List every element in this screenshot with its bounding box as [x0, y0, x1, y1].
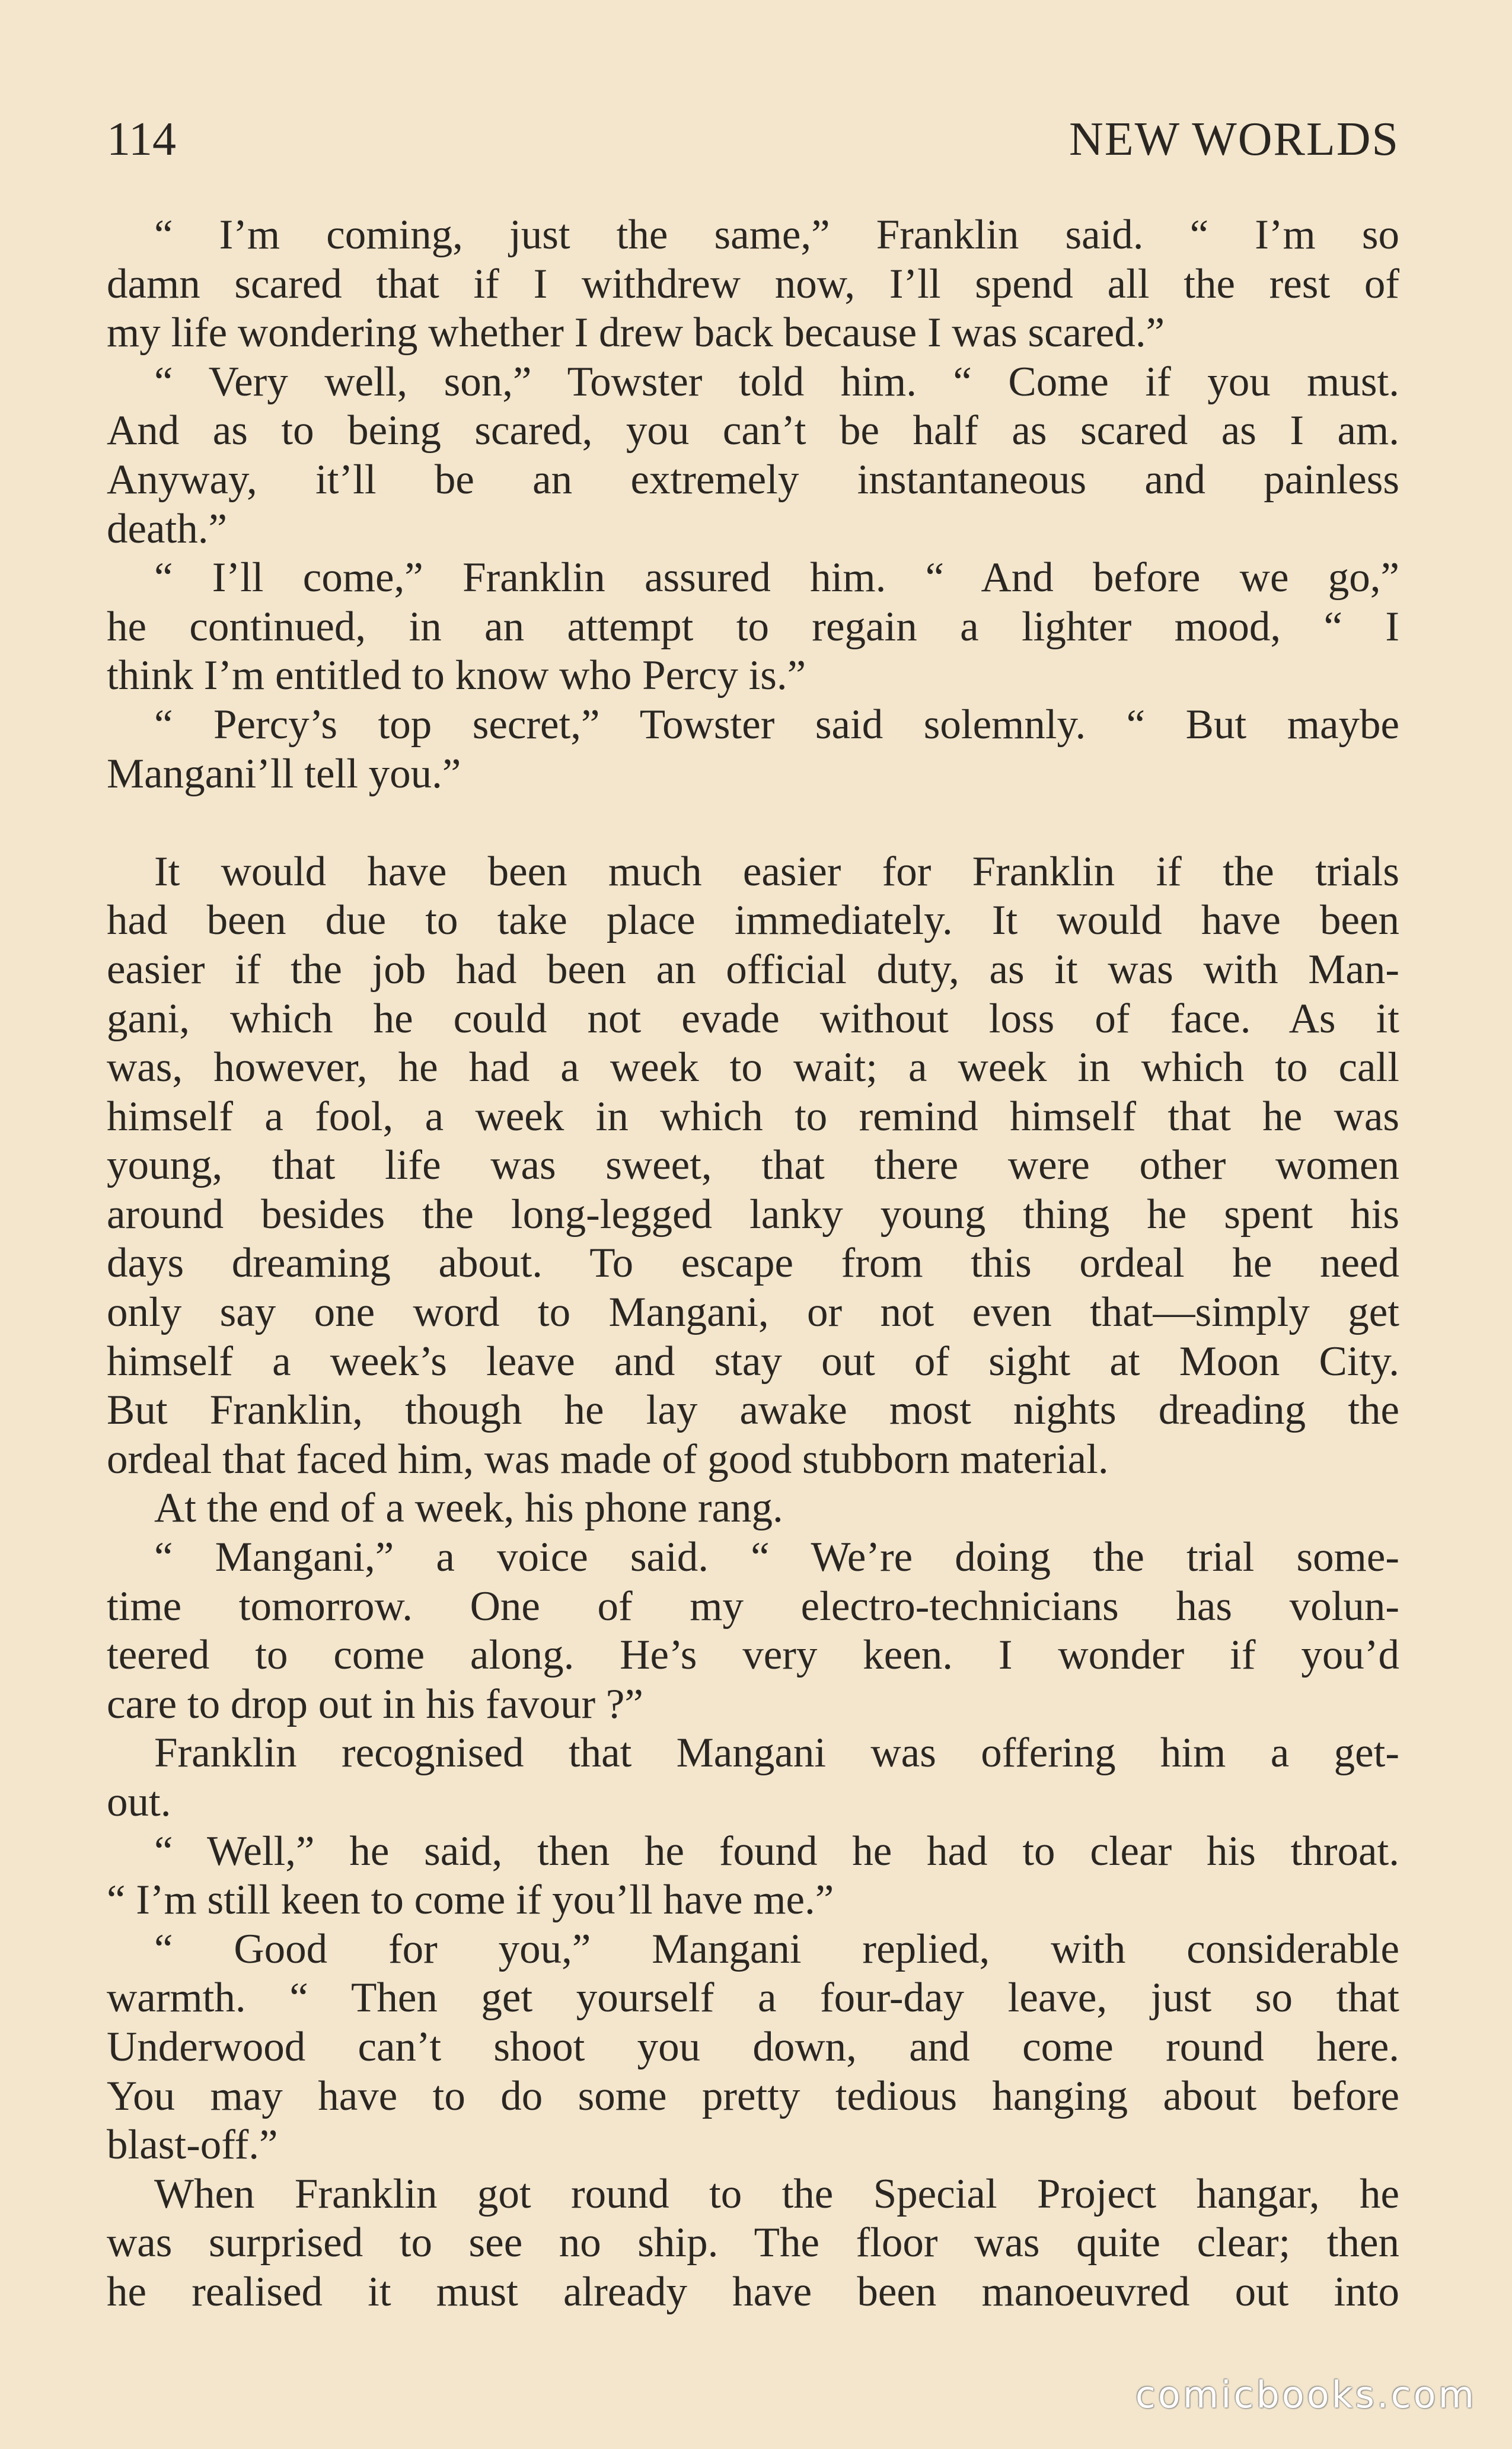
text-line: Anyway, it’ll be an extremely instantaneous and painless [107, 456, 1399, 503]
text-line: When Franklin got round to the Special Project hangar, he [154, 2170, 1399, 2217]
text-line: “ Mangani,” a voice said. “ We’re doing the trial some- [154, 1534, 1399, 1581]
section-break [107, 798, 1399, 847]
text-line: And as to being scared, you can’t be half as scared as I am. [107, 407, 1399, 454]
text-line: blast-off.” [107, 2122, 278, 2169]
text-line: “ I’ll come,” Franklin assured him. “ And before we go,” [154, 554, 1399, 601]
text-line: You may have to do some pretty tedious hanging about before [107, 2072, 1399, 2119]
text-line: young, that life was sweet, that there were other women [107, 1142, 1399, 1189]
text-line: out. [107, 1779, 171, 1825]
text-line: care to drop out in his favour ?” [107, 1681, 643, 1727]
text-line: had been due to take place immediately. It would have been [107, 897, 1399, 944]
text-line: was surprised to see no ship. The floor was quite clear; then [107, 2220, 1399, 2266]
text-line: easier if the job had been an official duty, as it was with Man- [107, 946, 1399, 993]
text-line: damn scared that if I withdrew now, I’ll spend all the rest of [107, 260, 1399, 307]
text-line: At the end of a week, his phone rang. [154, 1485, 783, 1532]
text-line: “ Very well, son,” Towster told him. “ Come if you must. [154, 358, 1399, 405]
text-line: “ I’m coming, just the same,” Franklin said. “ I’m so [154, 212, 1399, 258]
running-title: NEW WORLDS [1068, 113, 1399, 165]
page-header [107, 110, 1399, 169]
text-line: Franklin recognised that Mangani was offering him a get- [154, 1730, 1399, 1777]
body-text [107, 211, 1399, 2317]
text-line: only say one word to Mangani, or not even that—simply get [107, 1289, 1399, 1336]
text-line: himself a fool, a week in which to remind himself that he was [107, 1093, 1399, 1140]
text-line: my life wondering whether I drew back because I was scared.” [107, 310, 1165, 356]
text-line: days dreaming about. To escape from this ordeal he need [107, 1240, 1399, 1287]
site-watermark: comicbooks.com [1135, 2373, 1476, 2416]
text-line: “ I’m still keen to come if you’ll have me.” [107, 1877, 834, 1924]
text-line: warmth. “ Then get yourself a four-day leave, just so that [107, 1975, 1399, 2021]
text-line: death.” [107, 505, 228, 552]
text-line: himself a week’s leave and stay out of sight at Moon City. [107, 1338, 1399, 1385]
page-number: 114 [107, 113, 177, 165]
text-line: he continued, in an attempt to regain a lighter mood, “ I [107, 603, 1399, 650]
text-line: gani, which he could not evade without loss of face. As it [107, 995, 1399, 1042]
text-line: he realised it must already have been manoeuvred out into [107, 2268, 1399, 2315]
text-line: Underwood can’t shoot you down, and come round here. [107, 2023, 1399, 2070]
text-line: “ Good for you,” Mangani replied, with considerable [154, 1925, 1399, 1972]
text-line: think I’m entitled to know who Percy is.” [107, 652, 806, 699]
text-line: It would have been much easier for Franklin if the trials [154, 848, 1399, 895]
text-line: around besides the long-legged lanky young thing he spent his [107, 1191, 1399, 1238]
text-line: ordeal that faced him, was made of good stubborn material. [107, 1436, 1109, 1482]
text-line: “ Percy’s top secret,” Towster said solemnly. “ But maybe [154, 701, 1399, 748]
text-line: Mangani’ll tell you.” [107, 750, 461, 797]
text-line: “ Well,” he said, then he found he had to clear his throat. [154, 1828, 1399, 1874]
text-line: teered to come along. He’s very keen. I wonder if you’d [107, 1632, 1399, 1679]
text-line: But Franklin, though he lay awake most nights dreading the [107, 1387, 1399, 1434]
text-line: was, however, he had a week to wait; a week in which to call [107, 1044, 1399, 1091]
text-line: time tomorrow. One of my electro-technicians has volun- [107, 1583, 1399, 1630]
